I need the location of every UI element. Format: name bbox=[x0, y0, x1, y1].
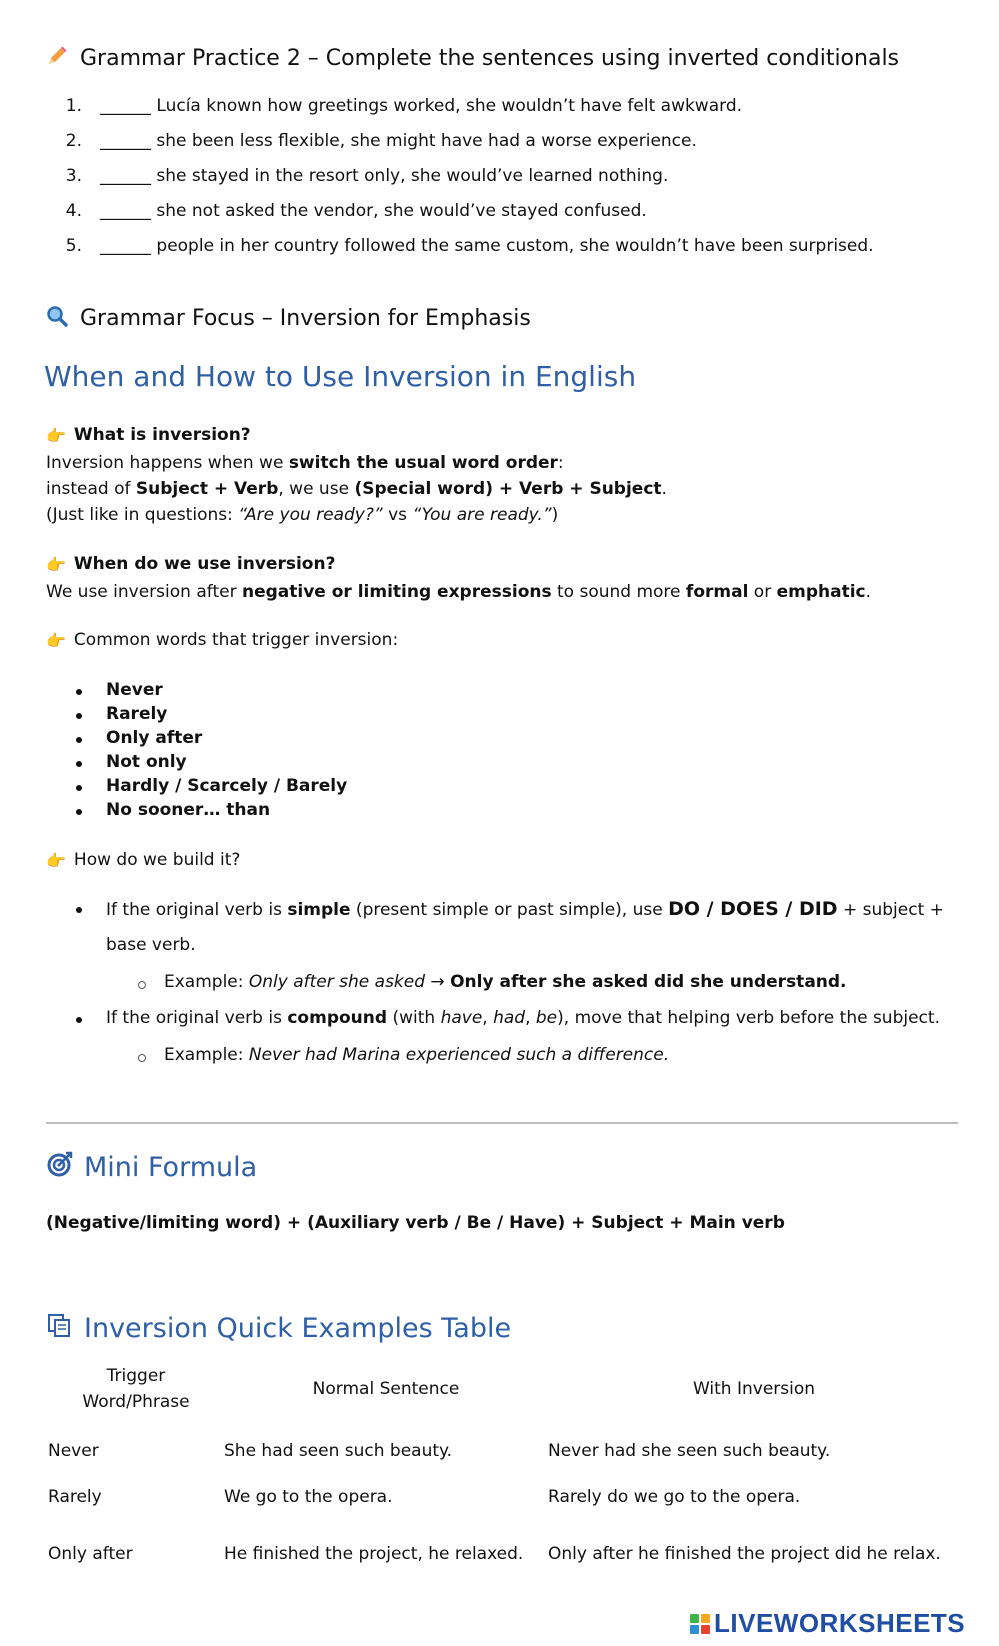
list-item: Rarely bbox=[106, 704, 167, 724]
practice-blank[interactable]: ______ bbox=[100, 166, 151, 186]
table-row: Only after He finished the project, he relaxed. Only after he finished the project did he relax. bbox=[48, 1544, 941, 1564]
example-item: Example: Never had Marina experienced such a difference. bbox=[164, 1045, 669, 1065]
common-heading: 👉 Common words that trigger inversion: bbox=[46, 630, 399, 650]
practice-blank[interactable]: ______ bbox=[100, 131, 151, 151]
header-inversion: With Inversion bbox=[692, 1379, 816, 1399]
focus-heading bbox=[44, 305, 531, 332]
what-heading: 👉 What is inversion? bbox=[46, 425, 251, 445]
list-item: If the original verb is simple (present simple or past simple), use DO / DOES / DID + subject + bbox=[106, 898, 944, 920]
list-item: Not only bbox=[106, 752, 187, 772]
pointing-hand-icon: 👉 bbox=[46, 850, 66, 870]
what-line-1: Inversion happens when we switch the usual word order: bbox=[46, 453, 564, 473]
practice-blank[interactable]: ______ bbox=[100, 201, 151, 221]
pencil-icon bbox=[44, 44, 70, 73]
practice-heading bbox=[44, 44, 899, 73]
what-line-2: instead of Subject + Verb, we use (Special word) + Verb + Subject. bbox=[46, 479, 667, 499]
list-item: If the original verb is compound (with have, had, be), move that helping verb before the subject. bbox=[106, 1008, 940, 1028]
target-icon bbox=[46, 1150, 74, 1185]
practice-title: Grammar Practice 2 – Complete the sentences using inverted conditionals bbox=[80, 46, 900, 71]
divider bbox=[46, 1122, 958, 1124]
logo-blocks-icon bbox=[690, 1614, 710, 1634]
pointing-hand-icon: 👉 bbox=[46, 554, 66, 574]
liveworksheets-logo bbox=[690, 1608, 965, 1639]
build-heading: 👉 How do we build it? bbox=[46, 850, 241, 870]
what-line-3: (Just like in questions: “Are you ready?” vs “You are ready.”) bbox=[46, 505, 559, 525]
table-row: Never She had seen such beauty. Never had she seen such beauty. bbox=[48, 1441, 831, 1461]
example-item: Example: Only after she asked → Only after she asked did she understand. bbox=[164, 972, 847, 992]
list-item: Hardly / Scarcely / Barely bbox=[106, 776, 347, 796]
list-item-continuation: base verb. bbox=[106, 935, 196, 955]
formula-title: Mini Formula bbox=[84, 1152, 258, 1183]
table-title: Inversion Quick Examples Table bbox=[84, 1313, 512, 1344]
list-item: Never bbox=[106, 680, 163, 700]
pointing-hand-icon: 👉 bbox=[46, 630, 66, 650]
logo-text: LIVEWORKSHEETS bbox=[714, 1608, 966, 1638]
practice-item: 4. ______ she not asked the vendor, she would’ve stayed confused. bbox=[65, 201, 647, 221]
list-item: No sooner… than bbox=[106, 800, 270, 820]
table-header-row bbox=[48, 1350, 960, 1428]
formula-text: (Negative/limiting word) + (Auxiliary verb / Be / Have) + Subject + Main verb bbox=[46, 1213, 785, 1233]
copy-icon bbox=[46, 1312, 74, 1345]
list-item: Only after bbox=[106, 728, 202, 748]
when-heading: 👉 When do we use inversion? bbox=[46, 554, 336, 574]
main-title: When and How to Use Inversion in English bbox=[44, 360, 637, 393]
examples-table bbox=[48, 1350, 960, 1588]
table-row: Rarely We go to the opera. Rarely do we go to the opera. bbox=[48, 1487, 801, 1507]
magnifier-icon bbox=[44, 305, 70, 332]
table-heading bbox=[46, 1312, 511, 1345]
header-trigger: Trigger Word/Phrase bbox=[82, 1366, 190, 1412]
focus-title: Grammar Focus – Inversion for Emphasis bbox=[80, 306, 531, 331]
header-normal: Normal Sentence bbox=[312, 1379, 460, 1399]
practice-blank[interactable]: ______ bbox=[100, 96, 151, 116]
pointing-hand-icon: 👉 bbox=[46, 425, 66, 445]
formula-heading bbox=[46, 1150, 257, 1185]
practice-item: 5. ______ people in her country followed the same custom, she wouldn’t have been surprised. bbox=[65, 236, 874, 256]
practice-blank[interactable]: ______ bbox=[100, 236, 151, 256]
practice-item: 2. ______ she been less flexible, she might have had a worse experience. bbox=[65, 131, 697, 151]
when-text: We use inversion after negative or limiting expressions to sound more formal or emphatic. bbox=[46, 582, 872, 602]
practice-item: 3. ______ she stayed in the resort only, she would’ve learned nothing. bbox=[65, 166, 669, 186]
practice-item: 1. ______ Lucía known how greetings worked, she wouldn’t have felt awkward. bbox=[65, 96, 743, 116]
